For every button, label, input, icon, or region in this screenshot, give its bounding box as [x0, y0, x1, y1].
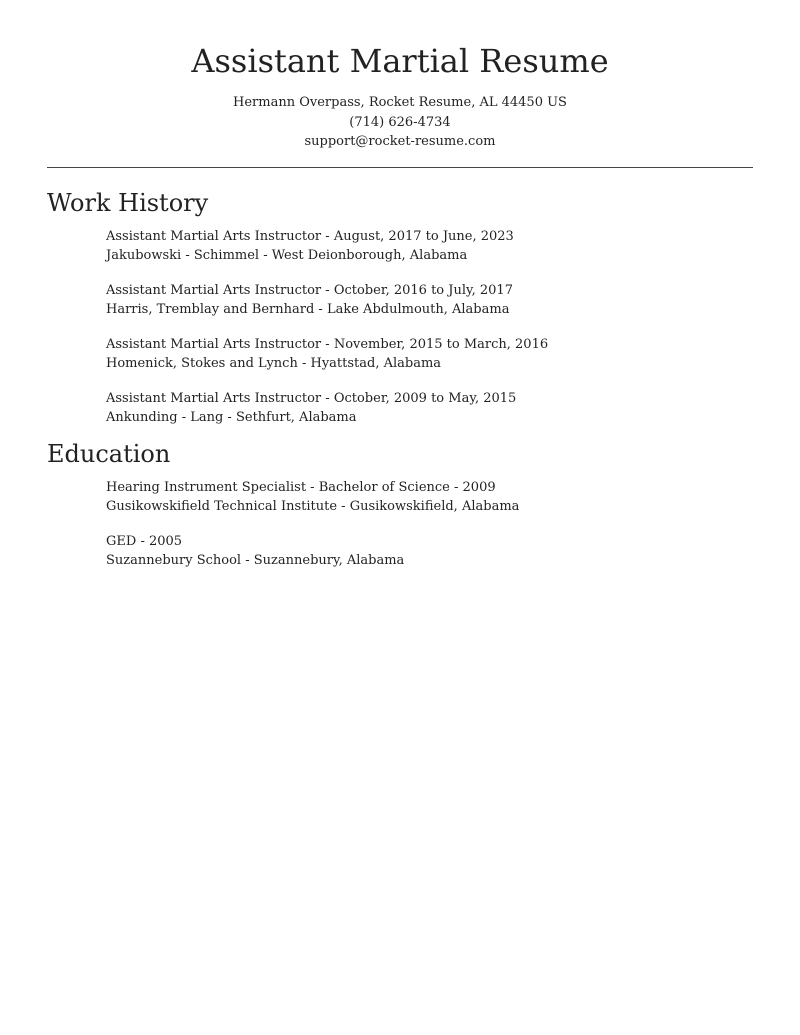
separator — [136, 534, 149, 549]
work-entry-company-line — [106, 300, 513, 319]
edu-year: 2009 — [462, 480, 496, 495]
separator — [314, 302, 327, 317]
work-entry-title-line — [106, 281, 513, 300]
work-entry-company-line — [106, 354, 548, 373]
separator — [321, 283, 334, 298]
work-entry — [106, 227, 514, 265]
edu-location: Gusikowskifield, Alabama — [349, 499, 520, 514]
separator — [321, 391, 334, 406]
job-dates: August, 2017 to June, 2023 — [333, 229, 514, 244]
separator — [450, 480, 463, 495]
job-location: Lake Abdulmouth, Alabama — [326, 302, 510, 317]
contact-email: support@rocket-resume.com — [304, 134, 496, 149]
header-divider — [47, 167, 753, 168]
job-location: Hyattstad, Alabama — [310, 356, 442, 371]
section-heading-work-history: Work History — [47, 189, 209, 217]
separator — [223, 410, 236, 425]
edu-school: Gusikowskifield Technical Institute — [106, 499, 338, 514]
job-dates: October, 2009 to May, 2015 — [333, 391, 517, 406]
job-company: Harris, Tremblay and Bernhard — [106, 302, 315, 317]
education-entry — [106, 532, 404, 570]
work-entry-company-line — [106, 408, 516, 427]
job-role: Assistant Martial Arts Instructor — [106, 391, 322, 406]
work-entry-title-line — [106, 389, 516, 408]
work-entry — [106, 281, 513, 319]
edu-degree: Hearing Instrument Specialist — [106, 480, 307, 495]
work-entry-title-line — [106, 335, 548, 354]
separator — [241, 553, 254, 568]
work-entry-company-line — [106, 246, 514, 265]
job-role: Assistant Martial Arts Instructor — [106, 337, 322, 352]
edu-location: Suzannebury, Alabama — [253, 553, 405, 568]
separator — [306, 480, 319, 495]
job-role: Assistant Martial Arts Instructor — [106, 229, 322, 244]
separator — [259, 248, 272, 263]
job-location: West Deionborough, Alabama — [271, 248, 468, 263]
work-entry — [106, 335, 548, 373]
edu-degree: GED — [106, 534, 137, 549]
section-heading-education: Education — [47, 440, 171, 468]
job-dates: November, 2015 to March, 2016 — [333, 337, 549, 352]
education-entry-degree-line — [106, 478, 519, 497]
education-entry — [106, 478, 519, 516]
separator — [321, 229, 334, 244]
separator — [321, 337, 334, 352]
job-role: Assistant Martial Arts Instructor — [106, 283, 322, 298]
job-dates: October, 2016 to July, 2017 — [333, 283, 513, 298]
contact-address: Hermann Overpass, Rocket Resume, AL 44450 US — [233, 95, 567, 110]
edu-year: 2005 — [148, 534, 183, 549]
education-entry-school-line — [106, 551, 404, 570]
separator — [298, 356, 311, 371]
job-company: Jakubowski - Schimmel — [106, 248, 260, 263]
resume-title: Assistant Martial Resume — [191, 42, 609, 80]
work-entry — [106, 389, 516, 427]
work-entry-title-line — [106, 227, 514, 246]
edu-field: Bachelor of Science — [318, 480, 450, 495]
edu-school: Suzannebury School — [106, 553, 242, 568]
contact-phone: (714) 626-4734 — [349, 114, 451, 130]
education-entry-school-line — [106, 497, 519, 516]
job-location: Sethfurt, Alabama — [235, 410, 357, 425]
separator — [337, 499, 350, 514]
job-company: Homenick, Stokes and Lynch — [106, 356, 298, 371]
education-entry-degree-line — [106, 532, 404, 551]
job-company: Ankunding - Lang — [106, 410, 224, 425]
contact-block — [0, 93, 800, 152]
